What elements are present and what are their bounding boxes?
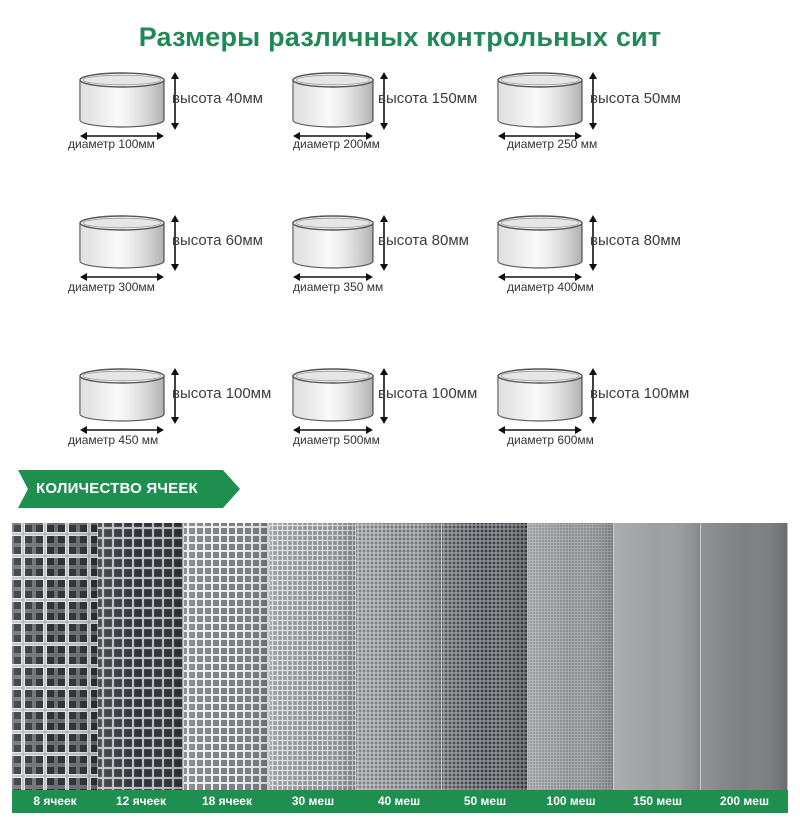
mesh-sample-image xyxy=(442,523,528,791)
mesh-label: 8 ячеек xyxy=(33,794,77,808)
mesh-label: 40 меш xyxy=(377,794,421,808)
sieve-diameter-label: диаметр 450 мм xyxy=(68,433,159,447)
sieve-diameter-label: диаметр 400мм xyxy=(507,280,594,294)
mesh-label: 150 меш xyxy=(633,794,682,808)
sieve-diameter-label: диаметр 250 мм xyxy=(507,137,598,151)
sieve-height-label: высота 80мм xyxy=(378,232,469,249)
mesh-count-banner xyxy=(18,470,240,508)
mesh-sample-image xyxy=(184,523,270,791)
sieve-diameter-label: диаметр 500мм xyxy=(293,433,380,447)
mesh-sample-image xyxy=(270,523,356,791)
sieve-height-label: высота 100мм xyxy=(378,385,478,402)
mesh-sample-image xyxy=(701,523,788,791)
sieve-height-label: высота 100мм xyxy=(172,385,272,402)
sieve-height-label: высота 150мм xyxy=(378,90,478,107)
mesh-label: 30 меш xyxy=(291,794,335,808)
mesh-sample-image xyxy=(12,523,98,791)
sieve-diameter-label: диаметр 100мм xyxy=(68,137,155,151)
mesh-sample-image xyxy=(614,523,701,791)
sieve-height-label: высота 50мм xyxy=(590,90,681,107)
sieve-height-label: высота 80мм xyxy=(590,232,681,249)
sieve-diameter-label: диаметр 200мм xyxy=(293,137,380,151)
sieve-height-label: высота 60мм xyxy=(172,232,263,249)
page-title: Размеры различных контрольных сит xyxy=(138,22,662,52)
sieve-diameter-label: диаметр 350 мм xyxy=(293,280,384,294)
sieve-diameter-label: диаметр 300мм xyxy=(68,280,155,294)
sieve-height-label: высота 100мм xyxy=(590,385,690,402)
sieve-diameter-label: диаметр 600мм xyxy=(507,433,594,447)
mesh-label: 100 меш xyxy=(546,794,596,808)
mesh-label: 18 ячеек xyxy=(201,794,252,808)
mesh-label: 50 меш xyxy=(463,794,507,808)
mesh-samples-panel xyxy=(12,523,788,791)
mesh-label: 12 ячеек xyxy=(115,794,166,808)
mesh-sample-image xyxy=(356,523,442,791)
mesh-sample-image xyxy=(528,523,614,791)
sieve-height-label: высота 40мм xyxy=(172,90,263,107)
mesh-label: 200 меш xyxy=(720,794,769,808)
mesh-sample-image xyxy=(98,523,184,791)
banner-label: КОЛИЧЕСТВО ЯЧЕЕК xyxy=(36,480,198,497)
